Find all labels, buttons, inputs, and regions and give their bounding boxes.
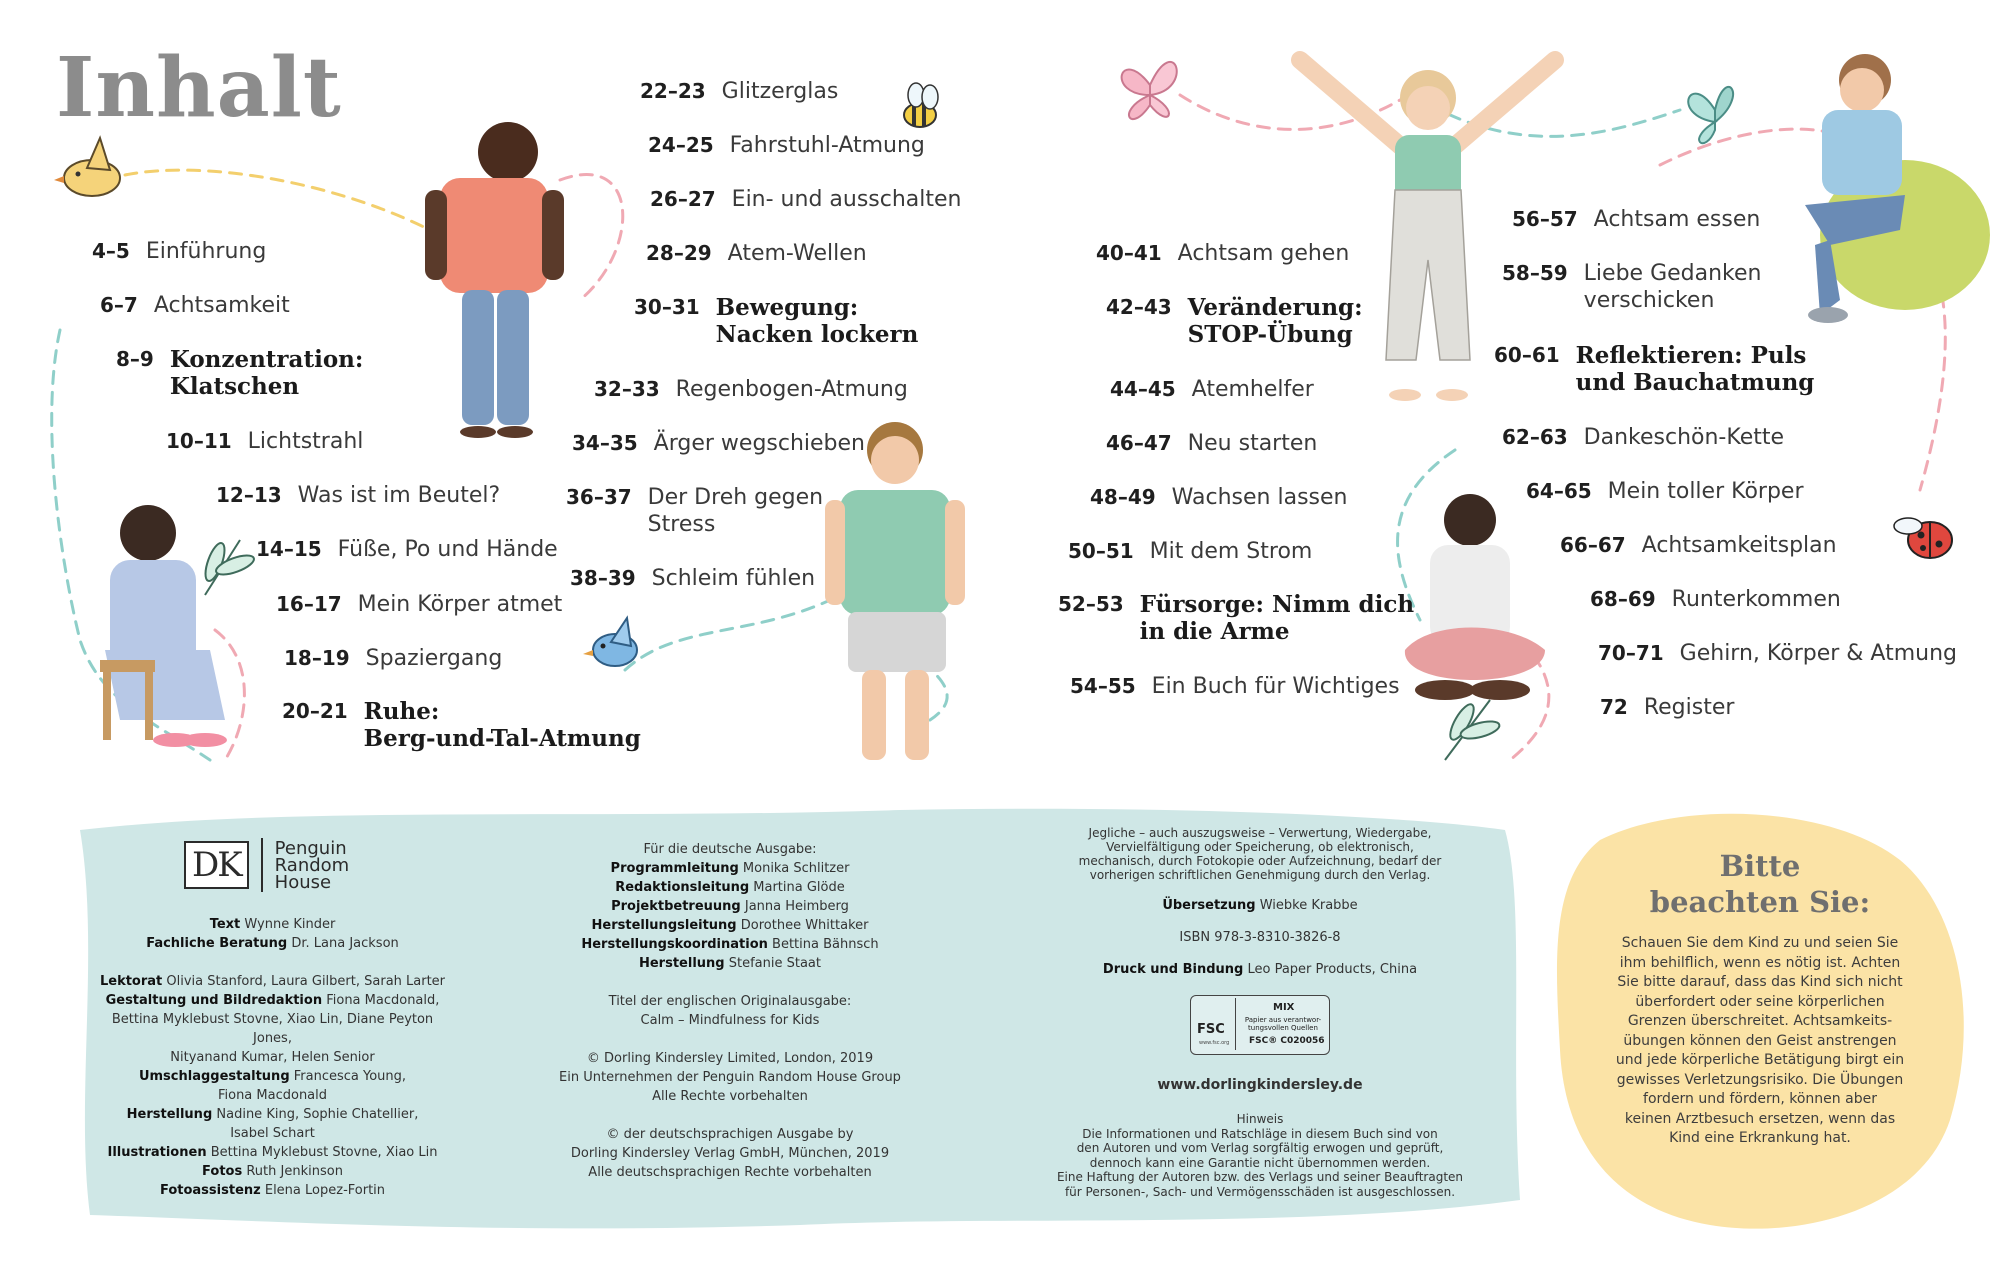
toc-title: Bewegung: Nacken lockern: [715, 294, 919, 348]
toc-page-number: 58–59: [1502, 261, 1568, 285]
toc-page-number: 20–21: [282, 699, 348, 723]
toc-page-number: 12–13: [216, 483, 282, 507]
toc-page-number: 60–61: [1494, 343, 1560, 367]
note-body-line: ihm behilflich, wenn es nötig ist. Achten: [1619, 954, 1901, 971]
toc-entry: [1106, 430, 1317, 457]
toc-title: Mit dem Strom: [1149, 539, 1313, 564]
toc-title: Achtsam essen: [1593, 207, 1761, 232]
credit-line: Alle Rechte vorbehalten: [652, 1089, 808, 1104]
toc-entry: [1068, 538, 1312, 565]
dragonfly-illustration-2: [1445, 700, 1501, 760]
toc-page-number: 42–43: [1106, 295, 1172, 319]
toc-entry: [1560, 532, 1837, 559]
note-title: Bitte beachten Sie:: [1649, 849, 1871, 919]
note-body-line: fordern und fördern, können aber: [1643, 1091, 1877, 1107]
toc-title: Runterkommen: [1671, 587, 1841, 612]
toc-page-number: 40–41: [1096, 241, 1162, 265]
child-photo-girl-stool: [100, 505, 227, 747]
toc-title: Dankeschön-Kette: [1583, 425, 1785, 450]
credit-line: © der deutschsprachigen Ausgabe by: [606, 1127, 854, 1142]
toc-entry: [166, 428, 363, 455]
credit-line: Für die deutsche Ausgabe:: [643, 842, 817, 857]
credit-line: [545, 973, 915, 992]
toc-page-number: 22–23: [640, 79, 706, 103]
toc-entry: [216, 482, 500, 509]
page-title: Inhalt: [56, 40, 342, 136]
credit-line: Titel der englischen Originalausgabe:: [608, 994, 852, 1009]
toc-page-number: 66–67: [1560, 533, 1626, 557]
toc-page-number: 4–5: [92, 239, 130, 263]
toc-entry: [1106, 294, 1363, 348]
credit-line: Dorling Kindersley Verlag GmbH, München, 2019: [570, 1146, 890, 1161]
credit-line: Nityanand Kumar, Helen Senior: [170, 1050, 375, 1065]
yellow-bird-illustration: [54, 138, 120, 196]
toc-entry: [1096, 240, 1349, 267]
note-body-line: Sie bitte darauf, dass das Kind sich nicht: [1617, 974, 1903, 990]
isbn: ISBN 978-3-8310-3826-8: [1179, 930, 1341, 945]
toc-page-number: 38–39: [570, 566, 636, 590]
toc-title: Ein- und ausschalten: [731, 187, 962, 212]
toc-entry: [566, 484, 823, 538]
credit-line: Lektorat Olivia Stanford, Laura Gilbert, Sarah Larter: [99, 974, 446, 989]
toc-title: Achtsamkeitsplan: [1641, 533, 1837, 558]
credits-left: [95, 915, 450, 1200]
credit-line: Fachliche Beratung Dr. Lana Jackson: [146, 936, 399, 951]
toc-entry: [276, 591, 562, 618]
toc-page-number: 56–57: [1512, 207, 1578, 231]
credit-line: Umschlaggestaltung Francesca Young,: [138, 1069, 407, 1084]
dragonfly-illustration: [202, 540, 257, 595]
toc-entry: [256, 536, 558, 563]
toc-title: Regenbogen-Atmung: [675, 377, 908, 402]
credit-line: Herstellung Nadine King, Sophie Chatellier,: [126, 1107, 419, 1122]
toc-title: Lichtstrahl: [247, 429, 364, 454]
credit-line: [545, 1030, 915, 1049]
toc-entry: [1502, 424, 1784, 451]
credit-line: Gestaltung und Bildredaktion Fiona Macdonald,: [105, 993, 440, 1008]
credit-line: Fiona Macdonald: [217, 1088, 328, 1103]
note-body-line: gewisses Verletzungsrisiko. Die Übungen: [1616, 1071, 1904, 1088]
toc-entry: [92, 238, 266, 265]
publisher-logo: [184, 838, 349, 892]
toc-title: Spaziergang: [365, 646, 503, 671]
toc-title: Veränderung: STOP-Übung: [1187, 294, 1363, 348]
toc-title: Fürsorge: Nimm dich in die Arme: [1139, 591, 1415, 645]
toc-page-number: 24–25: [648, 133, 714, 157]
toc-page-number: 6–7: [100, 293, 138, 317]
note-body: [1595, 934, 1925, 1149]
toc-title: Was ist im Beutel?: [297, 483, 501, 508]
child-photo-green-shirt: [825, 422, 965, 760]
toc-title: Mein toller Körper: [1607, 479, 1804, 504]
toc-entry: [1070, 673, 1400, 700]
toc-page-number: 50–51: [1068, 539, 1134, 563]
toc-page-number: 48–49: [1090, 485, 1156, 509]
print-credit: Druck und Bindung Leo Paper Products, China: [1102, 962, 1418, 977]
toc-title: Fahrstuhl-Atmung: [729, 133, 925, 158]
child-photo-coral-shirt: [425, 122, 564, 438]
toc-title: Der Dreh gegen Stress: [647, 485, 824, 537]
toc-page-number: 26–27: [650, 187, 716, 211]
child-photo-beanbag: [1805, 54, 1990, 323]
toc-entry: [594, 376, 908, 403]
toc-title: Glitzerglas: [721, 79, 839, 104]
note-body-line: Grenzen überschreitet. Achtsamkeits-: [1627, 1013, 1893, 1029]
fsc-tree-icon: FSC: [1197, 1022, 1225, 1037]
toc-page-number: 46–47: [1106, 431, 1172, 455]
credit-line: Text Wynne Kinder: [209, 917, 336, 932]
toc-title: Einführung: [145, 239, 267, 264]
toc-entry: [1494, 342, 1814, 396]
toc-page-number: 14–15: [256, 537, 322, 561]
penguin-random-house-wordmark: Penguin Random House: [274, 837, 350, 893]
toc-page-number: 8–9: [116, 347, 154, 371]
toc-title: Neu starten: [1187, 431, 1318, 456]
toc-entry: [1090, 484, 1347, 511]
toc-entry: [1590, 586, 1841, 613]
toc-entry: [116, 346, 363, 400]
toc-title: Achtsamkeit: [153, 293, 290, 318]
toc-page-number: 16–17: [276, 592, 342, 616]
toc-title: Reflektieren: Puls und Bauchatmung: [1575, 342, 1815, 396]
toc-page-number: 52–53: [1058, 592, 1124, 616]
toc-page-number: 70–71: [1598, 641, 1664, 665]
toc-title: Wachsen lassen: [1171, 485, 1348, 510]
toc-page-number: 64–65: [1526, 479, 1592, 503]
credit-line: Fotoassistenz Elena Lopez-Fortin: [159, 1183, 386, 1198]
note-body-line: Kind eine Erkrankung hat.: [1669, 1130, 1851, 1146]
disclaimer: Hinweis Die Informationen und Ratschläge in diesem Buch sind von den Autoren und vom Verlag sorgfältig erwogen und geprüft, dennoch kann eine Garantie nicht übernommen werden. Eine Haftung der Autoren bzw. des Verlags und seiner Beauftragten für Personen-, Sach- und Vermögensschäden ist ausgeschlossen.: [1056, 1112, 1464, 1199]
toc-title: Atem-Wellen: [727, 241, 867, 266]
toc-entry: [648, 132, 925, 159]
toc-entry: [646, 240, 867, 267]
credit-line: Ein Unternehmen der Penguin Random House Group: [559, 1070, 901, 1085]
credit-line: Alle deutschsprachigen Rechte vorbehalten: [588, 1165, 872, 1180]
website-link[interactable]: www.dorlingkindersley.de: [1157, 1077, 1363, 1093]
toc-page-number: 44–45: [1110, 377, 1176, 401]
toc-entry: [1598, 640, 1957, 667]
toc-title: Ein Buch für Wichtiges: [1151, 674, 1400, 699]
toc-entry: [1058, 591, 1414, 645]
credit-line: Isabel Schart: [230, 1126, 315, 1141]
credit-line: Fotos Ruth Jenkinson: [202, 1164, 343, 1179]
toc-page-number: 72: [1600, 695, 1628, 719]
teal-butterfly-illustration: [1688, 87, 1733, 143]
credit-line: Projektbetreuung Janna Heimberg: [611, 899, 849, 914]
toc-title: Atemhelfer: [1191, 377, 1314, 402]
toc-page-number: 36–37: [566, 485, 632, 509]
toc-entry: [1512, 206, 1760, 233]
credit-line: Redaktionsleitung Martina Glöde: [615, 880, 845, 895]
credit-line: Programmleitung Monika Schlitzer: [610, 861, 850, 876]
credit-line: Illustrationen Bettina Myklebust Stovne, Xiao Lin: [107, 1145, 438, 1160]
toc-entry: [640, 78, 838, 105]
toc-page-number: 10–11: [166, 429, 232, 453]
toc-title: Achtsam gehen: [1177, 241, 1350, 266]
toc-title: Füße, Po und Hände: [337, 537, 558, 562]
credit-line: Calm – Mindfulness for Kids: [640, 1013, 820, 1028]
toc-entry: [1600, 694, 1734, 721]
toc-page-number: 18–19: [284, 646, 350, 670]
toc-entry: [1526, 478, 1804, 505]
toc-title: Register: [1643, 695, 1735, 720]
toc-title: Ruhe: Berg-und-Tal-Atmung: [363, 698, 641, 752]
note-body-line: übungen können den Geist anstrengen: [1623, 1032, 1897, 1049]
toc-page-number: 34–35: [572, 431, 638, 455]
credit-line: Bettina Myklebust Stovne, Xiao Lin, Diane Peyton Jones,: [111, 1012, 434, 1046]
credit-line: Herstellung Stefanie Staat: [638, 956, 821, 971]
toc-page-number: 32–33: [594, 377, 660, 401]
child-photo-cross-legged: [1405, 494, 1545, 700]
toc-page-number: 68–69: [1590, 587, 1656, 611]
toc-title: Konzentration: Klatschen: [169, 346, 364, 400]
credits-middle: [545, 840, 915, 1182]
credit-line: Herstellungskoordination Bettina Bähnsch: [581, 937, 879, 952]
credit-line: [545, 1106, 915, 1125]
note-body-line: und jede körperliche Betätigung birgt ein: [1615, 1052, 1905, 1068]
toc-title: Mein Körper atmet: [357, 592, 563, 617]
credit-line: © Dorling Kindersley Limited, London, 2019: [586, 1051, 874, 1066]
toc-entry: [634, 294, 918, 348]
rights-notice: Jegliche – auch auszugsweise – Verwertung, Wiedergabe, Vervielfältigung oder Speicherung, ob elektronisch, mechanisch, durch Fotokopie oder Aufzeichnung, bedarf der vorherigen schriftlichen Genehmigung durch den Verlag.: [1078, 826, 1442, 882]
blue-bird-illustration: [583, 618, 637, 666]
toc-title: Schleim fühlen: [651, 566, 816, 591]
translation-credit: Übersetzung Wiebke Krabbe: [1162, 898, 1358, 913]
credit-line: Herstellungsleitung Dorothee Whittaker: [591, 918, 869, 933]
note-body-line: keinen Arztbesuch ersetzen, wenn das: [1624, 1110, 1896, 1127]
toc-entry: [572, 430, 865, 457]
note-body-line: überfordert oder seine körperlichen: [1635, 993, 1885, 1010]
toc-page-number: 28–29: [646, 241, 712, 265]
toc-entry: [282, 698, 641, 752]
credit-line: [95, 953, 450, 972]
toc-entry: [284, 645, 502, 672]
toc-page-number: 62–63: [1502, 425, 1568, 449]
bee-illustration: [904, 83, 938, 127]
pink-butterfly-illustration: [1122, 62, 1177, 119]
toc-entry: [650, 186, 962, 213]
toc-page-number: 54–55: [1070, 674, 1136, 698]
toc-entry: [1502, 260, 1761, 314]
toc-entry: [1110, 376, 1314, 403]
toc-title: Liebe Gedanken verschicken: [1583, 261, 1762, 313]
toc-entry: [100, 292, 290, 319]
toc-title: Ärger wegschieben: [653, 431, 866, 456]
note-body-line: Schauen Sie dem Kind zu und seien Sie: [1621, 935, 1899, 951]
fsc-label: FSC www.fsc.org MIX Papier aus verantwor- tungsvollen Quellen FSC® C020056: [1190, 995, 1330, 1055]
toc-title: Gehirn, Körper & Atmung: [1679, 641, 1957, 666]
ladybird-illustration: [1894, 518, 1952, 558]
toc-entry: [570, 565, 815, 592]
dk-logo: DK: [184, 841, 249, 889]
toc-page-number: 30–31: [634, 295, 700, 319]
